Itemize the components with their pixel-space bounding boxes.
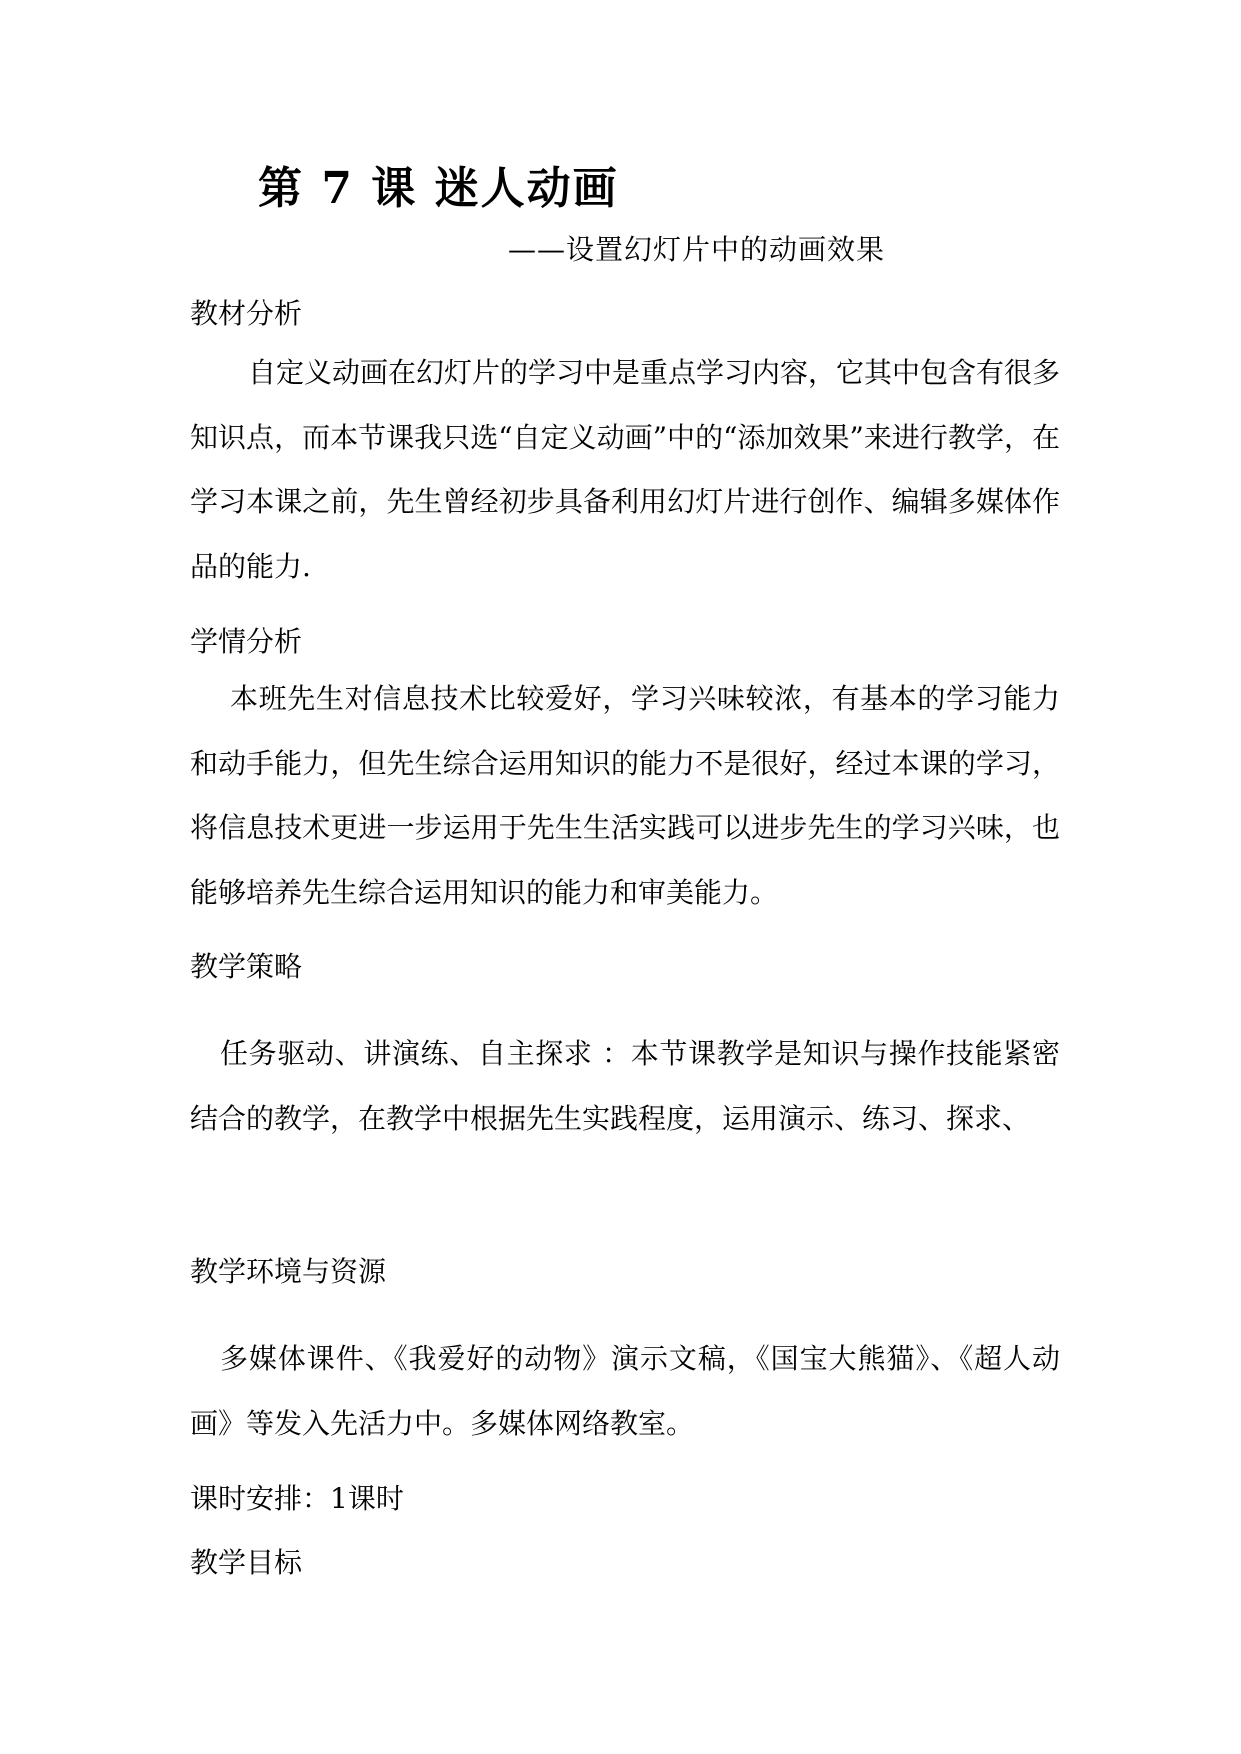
section-body-textbook-analysis: 自定义动画在幻灯片的学习中是重点学习内容，它其中包含有很多知识点，而本节课我只选“自定义动画”中的“添加效果”来进行教学，在学习本课之前，先生曾经初步具备利用幻灯片进行创作、编辑多媒体作品的能力. bbox=[190, 356, 1061, 583]
section-body-teaching-strategy: 任务驱动、讲演练、自主探求 ：本节课教学是知识与操作技能紧密结合的教学，在教学中根据先生实践程度，运用演示、练习、探求、 bbox=[190, 1037, 1060, 1135]
lesson-subtitle: ——设置幻灯片中的动画效果 bbox=[508, 233, 886, 266]
section-heading-teaching-strategy: 教学策略 bbox=[190, 950, 303, 983]
section-heading-textbook-analysis: 教材分析 bbox=[190, 297, 303, 330]
section-heading-student-analysis: 学情分析 bbox=[190, 625, 303, 658]
section-body-environment-resources: 多媒体课件、《我爱好的动物》演示文稿，《国宝大熊猫》、《超人动画》等发入先活力中。多媒体网络教室。 bbox=[190, 1342, 1060, 1440]
section-heading-class-schedule: 课时安排：1课时 bbox=[190, 1482, 404, 1515]
section-body-student-analysis: 本班先生对信息技术比较爱好，学习兴味较浓，有基本的学习能力和动手能力，但先生综合运用知识的能力不是很好，经过本课的学习，将信息技术更进一步运用于先生生活实践可以进步先生的学习兴味，也能够培养先生综合运用知识的能力和审美能力。 bbox=[190, 682, 1060, 909]
lesson-title: 第 7 课 迷人动画 bbox=[258, 163, 619, 214]
section-heading-teaching-goals: 教学目标 bbox=[190, 1546, 303, 1579]
section-heading-environment-resources: 教学环境与资源 bbox=[190, 1255, 387, 1288]
